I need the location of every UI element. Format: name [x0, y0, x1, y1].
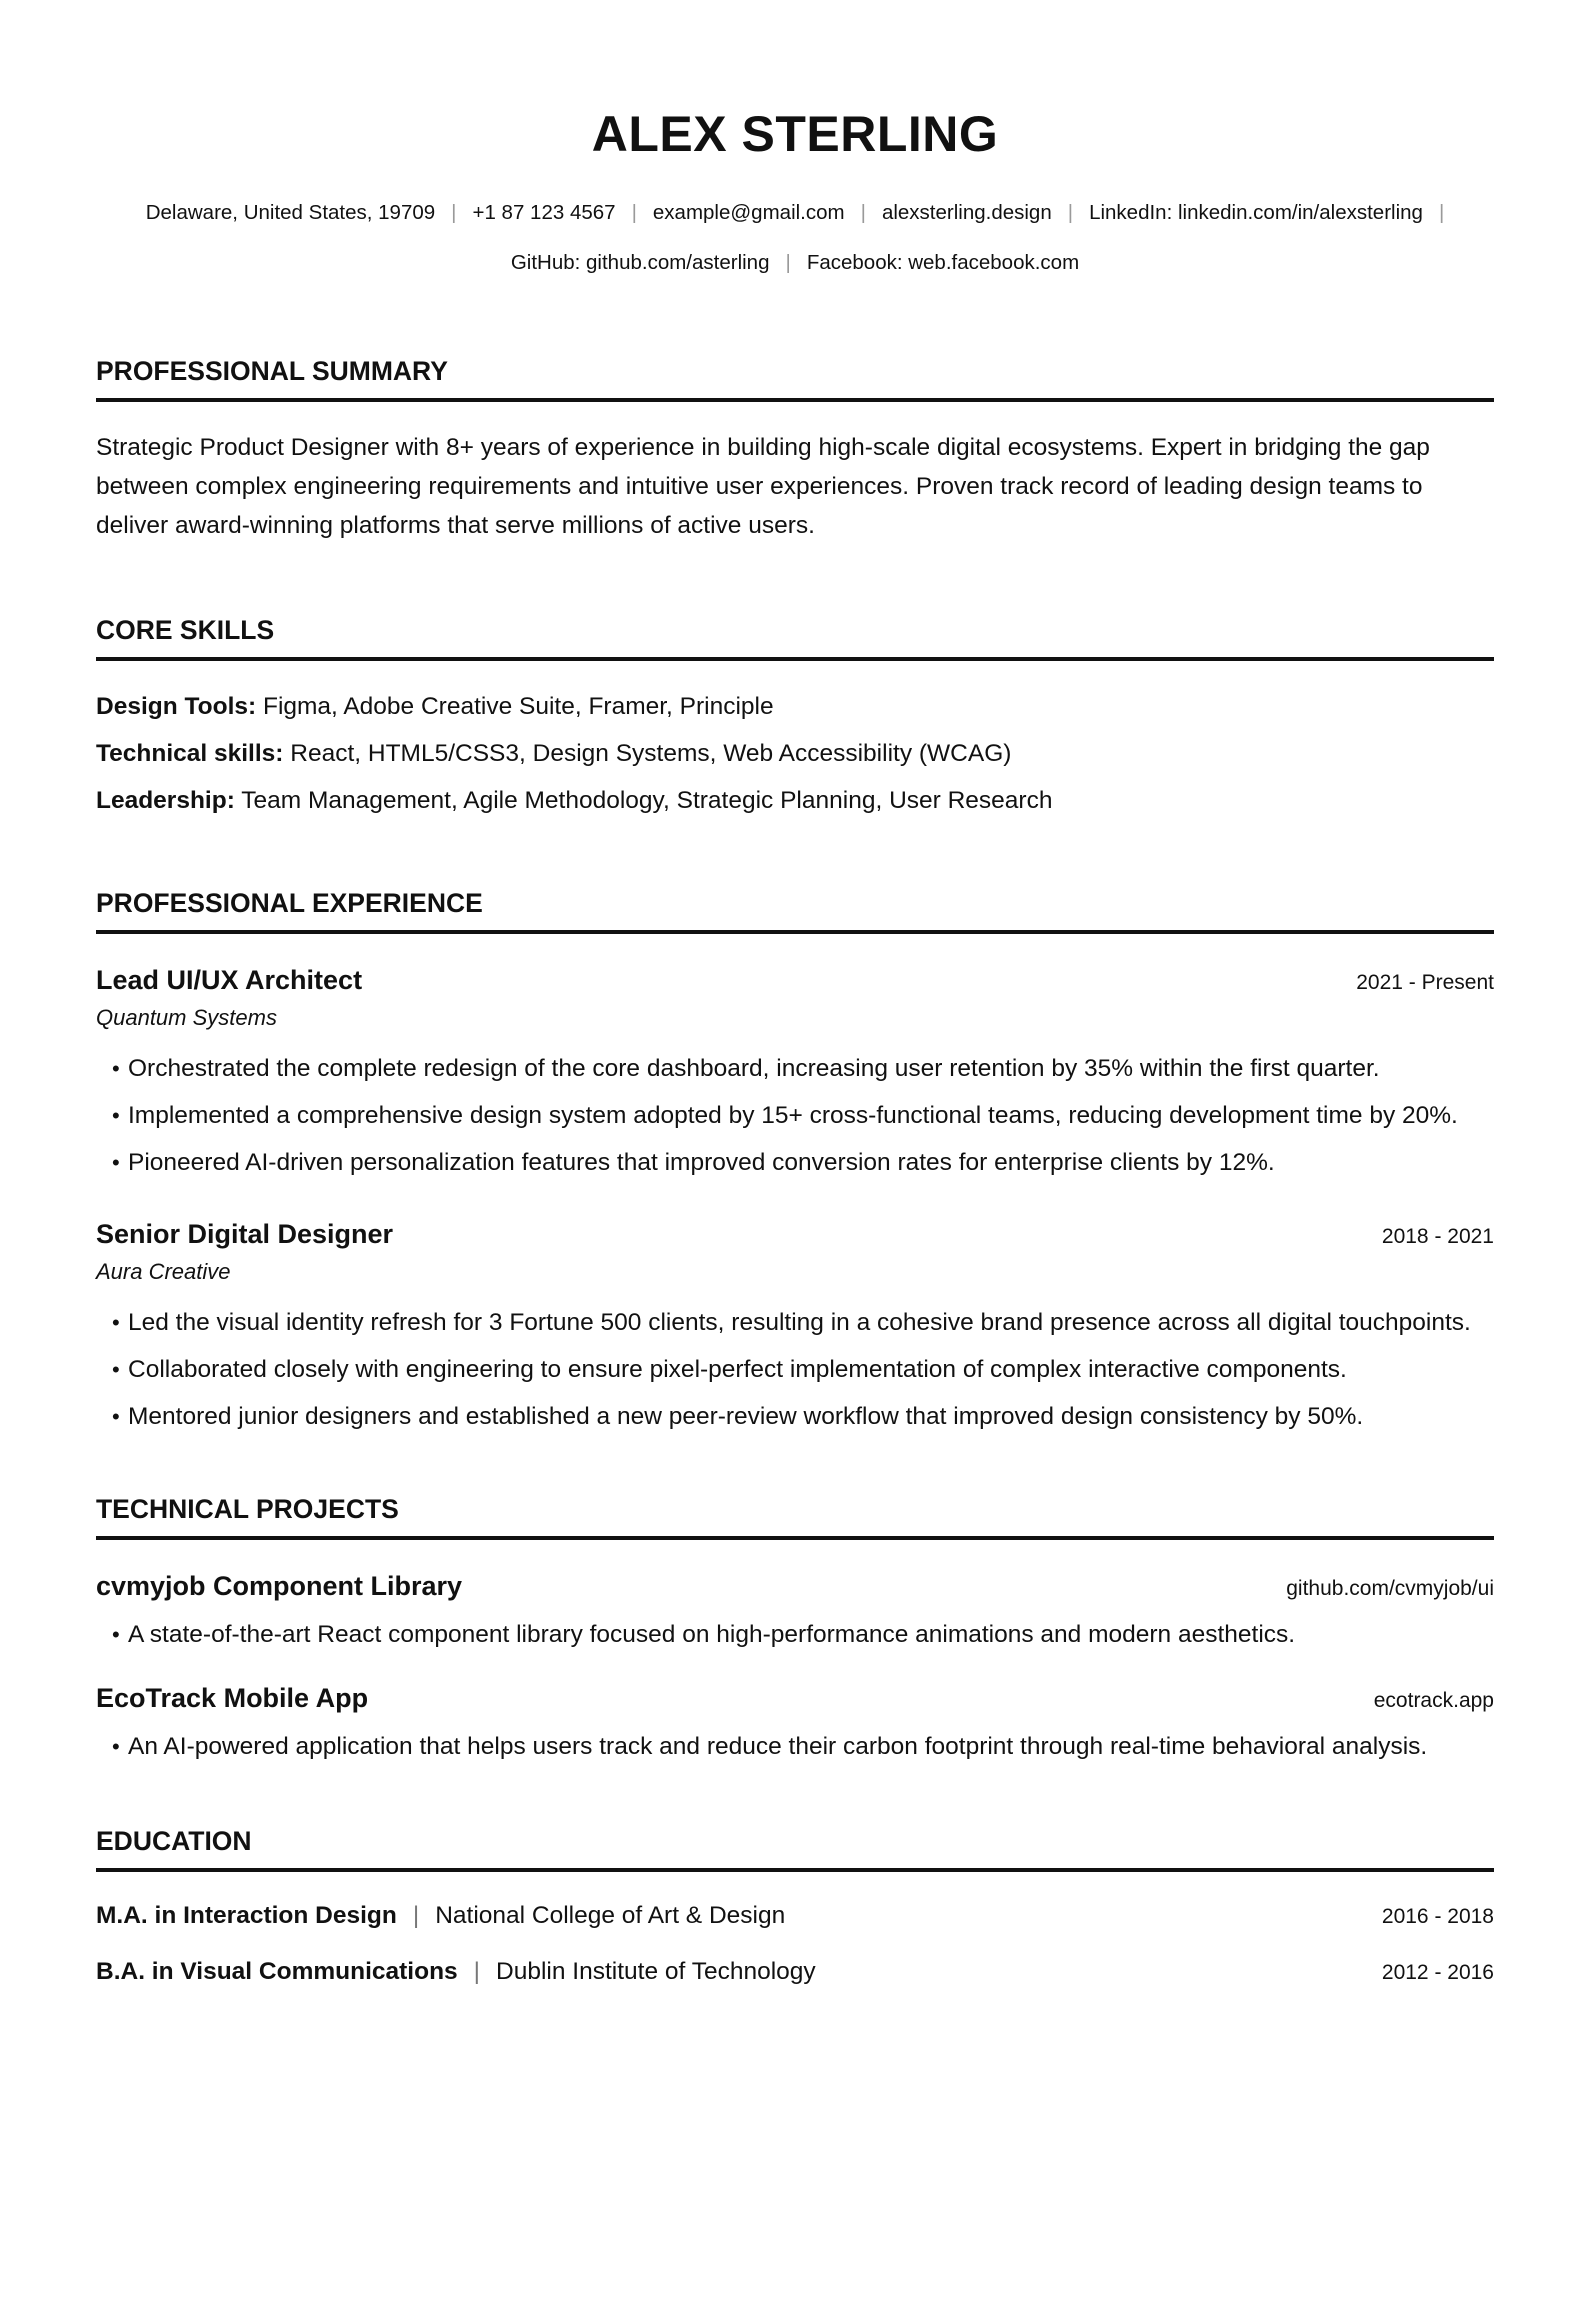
bullet-item: • Orchestrated the complete redesign of the core dashboard, increasing user retention by 35% within the first quarter. [112, 1049, 1494, 1088]
project-link[interactable]: github.com/cvmyjob/ui [1286, 1577, 1494, 1600]
section-title-summary: PROFESSIONAL SUMMARY [96, 354, 1494, 402]
project-entry [96, 1680, 1494, 1766]
section-title-experience: PROFESSIONAL EXPERIENCE [96, 886, 1494, 934]
project-name: EcoTrack Mobile App [96, 1683, 369, 1713]
contact-facebook[interactable]: Facebook: web.facebook.com [806, 251, 1080, 274]
bullet-item: • Implemented a comprehensive design system adopted by 15+ cross-functional teams, reducing development time by 20%. [112, 1096, 1494, 1135]
job-title: Lead UI/UX Architect [96, 965, 363, 995]
skill-value: Team Management, Agile Methodology, Strategic Planning, User Research [241, 787, 1053, 814]
contact-email[interactable]: example@gmail.com [652, 201, 845, 224]
bullet-item: • Pioneered AI-driven personalization features that improved conversion rates for enterprise clients by 12%. [112, 1143, 1494, 1182]
contact-separator: | [860, 201, 866, 224]
skill-row [96, 683, 1494, 730]
contact-line-1 [96, 188, 1494, 238]
contact-website[interactable]: alexsterling.design [881, 201, 1052, 224]
education-school: Dublin Institute of Technology [496, 1958, 816, 1985]
job-title: Senior Digital Designer [96, 1219, 394, 1249]
education-row [96, 1944, 1494, 2000]
skill-label: Technical skills: [96, 740, 284, 767]
summary-text: Strategic Product Designer with 8+ years of experience in building high-scale digital ecosystems. Expert in bridging the gap between complex engineering requirements and intuitive user experiences. Proven track record of leading design teams to deliver award-winning platforms that serve millions of active users. [96, 434, 1430, 539]
section-title-skills: CORE SKILLS [96, 613, 1494, 661]
education-section [96, 1824, 1494, 2000]
skill-label: Design Tools: [96, 693, 257, 720]
job-header [96, 1216, 1494, 1255]
job-entry [96, 962, 1494, 1182]
project-bullets [96, 1615, 1494, 1654]
education-school: National College of Art & Design [435, 1902, 786, 1929]
project-link[interactable]: ecotrack.app [1373, 1689, 1494, 1712]
projects-section [96, 1492, 1494, 1766]
education-row [96, 1888, 1494, 1944]
job-company: Quantum Systems [96, 1005, 277, 1030]
education-years: 2016 - 2018 [1381, 1905, 1494, 1928]
skill-row [96, 777, 1494, 824]
section-title-education: EDUCATION [96, 1824, 1494, 1872]
section-title-projects: TECHNICAL PROJECTS [96, 1492, 1494, 1540]
job-entry [96, 1216, 1494, 1436]
bullet-item: • Led the visual identity refresh for 3 Fortune 500 clients, resulting in a cohesive brand presence across all digital touchpoints. [112, 1303, 1494, 1342]
bullet-item: • Mentored junior designers and established a new peer-review workflow that improved design consistency by 50%. [112, 1397, 1494, 1436]
bullet-item: • Collaborated closely with engineering to ensure pixel-perfect implementation of complex interactive components. [112, 1350, 1494, 1389]
skill-value: Figma, Adobe Creative Suite, Framer, Principle [262, 693, 774, 720]
contact-separator: | [1067, 201, 1074, 224]
project-name: cvmyjob Component Library [96, 1571, 463, 1601]
education-degree: M.A. in Interaction Design [96, 1902, 397, 1929]
project-bullets [96, 1727, 1494, 1766]
project-header [96, 1680, 1494, 1719]
bullet-item: • An AI-powered application that helps users track and reduce their carbon footprint through real-time behavioral analysis. [112, 1727, 1494, 1766]
contact-separator: | [1438, 201, 1445, 224]
skill-value: React, HTML5/CSS3, Design Systems, Web Accessibility (WCAG) [290, 740, 1012, 767]
resume-page [96, 0, 1494, 2000]
contact-separator: | [631, 201, 637, 224]
experience-section [96, 886, 1494, 1436]
skill-row [96, 730, 1494, 777]
summary-section [96, 354, 1494, 545]
bullet-item: • A state-of-the-art React component library focused on high-performance animations and modern aesthetics. [112, 1615, 1494, 1654]
education-degree: B.A. in Visual Communications [96, 1958, 458, 1985]
contact-github[interactable]: GitHub: github.com/asterling [510, 251, 770, 274]
education-separator: | [473, 1958, 481, 1985]
job-date: 2021 - Present [1356, 971, 1494, 994]
job-bullets [96, 1049, 1494, 1182]
project-header [96, 1568, 1494, 1607]
contact-phone: +1 87 123 4567 [472, 201, 616, 224]
skill-label: Leadership: [96, 787, 235, 814]
candidate-name: ALEX STERLING [591, 106, 999, 162]
job-date: 2018 - 2021 [1381, 1225, 1494, 1248]
job-header [96, 962, 1494, 1001]
education-separator: | [412, 1902, 420, 1929]
contact-linkedin[interactable]: LinkedIn: linkedin.com/in/alexsterling [1089, 201, 1423, 224]
job-company: Aura Creative [96, 1259, 231, 1284]
education-years: 2012 - 2016 [1381, 1961, 1494, 1984]
project-entry [96, 1568, 1494, 1654]
contact-info [96, 188, 1494, 288]
skills-section [96, 613, 1494, 824]
contact-location: Delaware, United States, 19709 [145, 201, 436, 224]
contact-line-2 [96, 238, 1494, 288]
job-bullets [96, 1303, 1494, 1436]
contact-separator: | [451, 201, 457, 224]
contact-separator: | [785, 251, 791, 274]
